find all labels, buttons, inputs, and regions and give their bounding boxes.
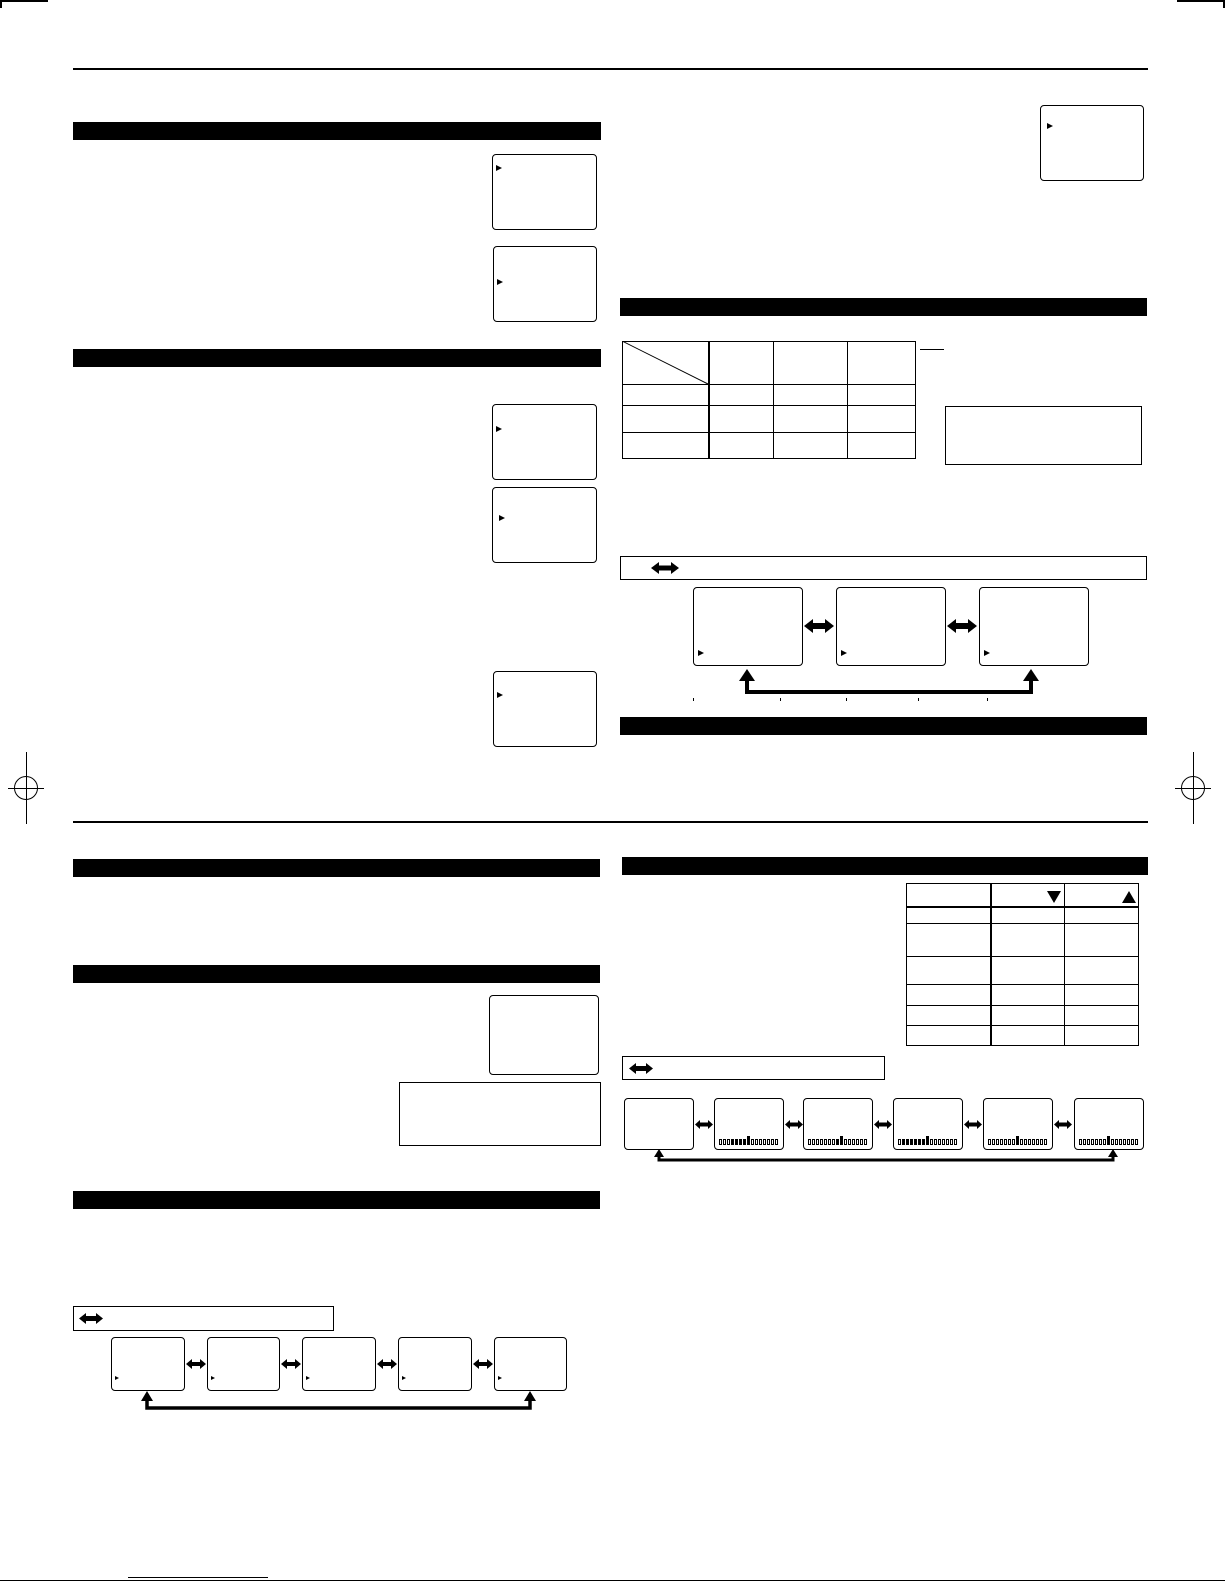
section-header-bar-3 xyxy=(620,298,1147,316)
osd-small-screen-2 xyxy=(207,1337,280,1391)
cursor-icon xyxy=(499,515,505,521)
double-arrow-icon xyxy=(186,1359,206,1369)
cursor-icon xyxy=(1047,123,1053,129)
scale-tick xyxy=(987,698,988,701)
scale-tick xyxy=(846,698,847,701)
double-arrow-icon xyxy=(473,1359,493,1369)
double-arrow-icon xyxy=(79,1313,103,1324)
cursor-icon xyxy=(402,1376,406,1380)
osd-cycle-screen-2 xyxy=(836,587,946,666)
scale-tick xyxy=(918,698,919,701)
return-arrow-1 xyxy=(738,668,1040,696)
double-arrow-icon xyxy=(804,619,834,633)
adjust-row-line xyxy=(906,1025,1139,1026)
osd-small-screen-3 xyxy=(302,1337,376,1391)
osd-screen-3 xyxy=(492,404,597,480)
section-header-bar-6 xyxy=(73,965,600,983)
return-arrow-2 xyxy=(140,1390,538,1412)
adjust-row-line xyxy=(906,1005,1139,1006)
down-triangle-icon xyxy=(1047,891,1061,903)
section-header-bar-7 xyxy=(73,1191,600,1209)
cursor-icon xyxy=(841,650,847,656)
adjust-row-line xyxy=(906,956,1139,957)
level-bar-1 xyxy=(719,1139,779,1145)
double-arrow-icon xyxy=(874,1120,892,1129)
registration-v-right xyxy=(1193,752,1194,824)
grid-row-line-3 xyxy=(622,432,916,433)
up-triangle-icon xyxy=(1122,891,1136,903)
osd-screen-5 xyxy=(493,671,597,747)
level-bar-5 xyxy=(1079,1139,1139,1145)
section-header-bar-4 xyxy=(620,717,1147,735)
section-header-bar-1 xyxy=(73,122,601,140)
osd-adjust-screen-1 xyxy=(624,1098,694,1150)
grid-row-line-2 xyxy=(622,405,916,406)
double-arrow-icon xyxy=(651,562,679,574)
middle-page-rule xyxy=(73,821,1148,823)
level-bar-3 xyxy=(898,1139,958,1145)
cursor-icon xyxy=(984,650,990,656)
leader-line xyxy=(920,349,944,350)
cursor-icon xyxy=(497,692,503,698)
double-arrow-icon xyxy=(947,619,977,633)
osd-adjust-screen-4 xyxy=(893,1098,963,1150)
note-box-1 xyxy=(945,406,1142,465)
double-arrow-icon xyxy=(964,1120,982,1129)
double-arrow-icon xyxy=(281,1359,301,1369)
osd-adjust-screen-5 xyxy=(983,1098,1053,1150)
cursor-icon xyxy=(115,1376,119,1380)
adjust-row-line xyxy=(906,984,1139,985)
osd-screen-1 xyxy=(492,154,597,230)
crop-mark-top-right xyxy=(1177,0,1225,2)
cursor-icon xyxy=(496,165,502,171)
double-arrow-icon xyxy=(629,1063,653,1074)
section-header-bar-2 xyxy=(73,349,601,367)
osd-small-screen-4 xyxy=(398,1337,472,1391)
adjust-header-rule xyxy=(906,906,1139,908)
crop-mark-bottom-tab xyxy=(128,1577,268,1578)
note-box-2 xyxy=(399,1082,601,1146)
section-header-bar-5 xyxy=(73,859,600,877)
osd-screen-2 xyxy=(493,246,597,322)
double-arrow-icon xyxy=(1054,1120,1072,1129)
cursor-icon xyxy=(497,279,503,285)
level-bar-2 xyxy=(808,1139,868,1145)
osd-screen-4 xyxy=(492,487,597,563)
grid-col-line-3 xyxy=(847,341,848,459)
osd-screen-6 xyxy=(1040,105,1144,181)
osd-adjust-screen-3 xyxy=(803,1098,873,1150)
adjust-row-line xyxy=(906,923,1139,924)
double-arrow-icon xyxy=(377,1359,397,1369)
scale-tick xyxy=(693,698,694,701)
cursor-icon xyxy=(211,1376,215,1380)
crop-mark-top-left-v xyxy=(0,0,2,8)
cycle-label-box-1 xyxy=(620,556,1147,580)
cursor-icon xyxy=(498,1376,502,1380)
crop-mark-bottom-line xyxy=(0,1580,1225,1581)
double-arrow-icon xyxy=(785,1120,803,1129)
osd-small-screen-5 xyxy=(494,1337,567,1391)
double-arrow-icon xyxy=(695,1120,713,1129)
cursor-icon xyxy=(496,426,502,432)
osd-small-screen-1 xyxy=(111,1337,185,1391)
top-page-rule xyxy=(73,68,1148,70)
grid-col-line-2 xyxy=(773,341,774,459)
cycle-label-box-3 xyxy=(622,1056,885,1080)
cycle-label-box-2 xyxy=(73,1306,334,1331)
osd-screen-7 xyxy=(489,995,599,1075)
level-bar-4 xyxy=(988,1139,1048,1145)
cursor-icon xyxy=(698,650,704,656)
osd-adjust-screen-6 xyxy=(1074,1098,1144,1150)
grid-corner-diagonal xyxy=(622,341,710,385)
crop-mark-top-left xyxy=(0,0,48,2)
section-header-bar-8 xyxy=(622,857,1148,875)
scale-tick xyxy=(780,698,781,701)
osd-cycle-screen-1 xyxy=(693,587,803,666)
registration-v-left xyxy=(26,752,27,824)
cursor-icon xyxy=(306,1376,310,1380)
return-arrow-3 xyxy=(653,1148,1119,1164)
osd-cycle-screen-3 xyxy=(979,587,1089,666)
osd-adjust-screen-2 xyxy=(714,1098,784,1150)
